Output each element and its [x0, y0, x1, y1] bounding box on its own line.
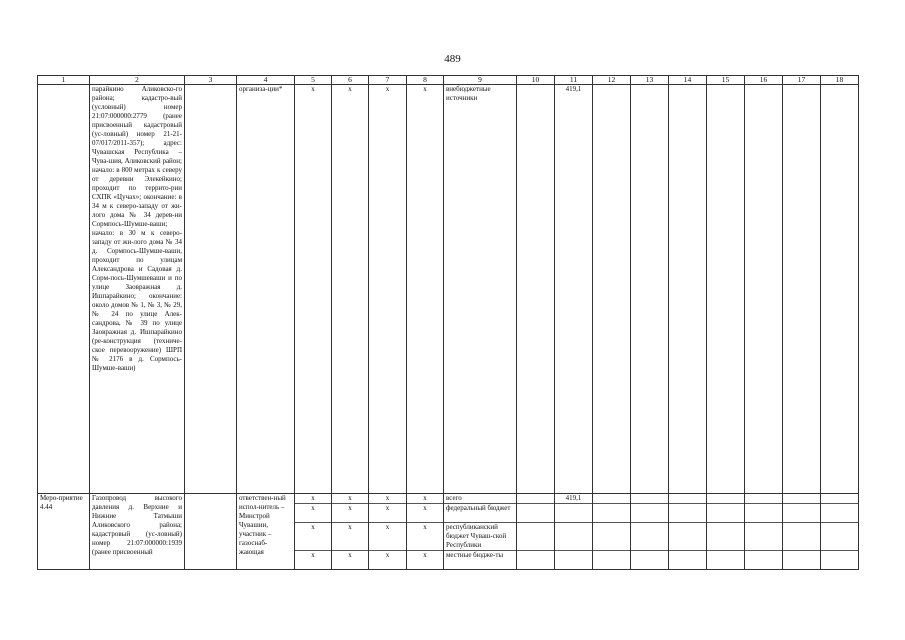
col-header: 17: [783, 76, 821, 85]
table-cell: [593, 551, 631, 570]
table-cell: [707, 85, 745, 494]
col-header: 13: [631, 76, 669, 85]
table-cell: [669, 494, 707, 504]
table-row: [38, 85, 859, 494]
col-header: 14: [669, 76, 707, 85]
table-cell: [669, 523, 707, 551]
table-cell: [821, 504, 859, 523]
col-header: 3: [185, 76, 237, 85]
amount-cell: 419,1: [555, 85, 593, 494]
table-cell: x: [369, 494, 407, 504]
table-cell: [745, 551, 783, 570]
col-header: 2: [90, 76, 185, 85]
page-number: 489: [444, 53, 461, 65]
table-cell: [669, 85, 707, 494]
table-cell: x: [332, 551, 369, 570]
table-cell: [669, 551, 707, 570]
table-cell: [821, 551, 859, 570]
col-header: 11: [555, 76, 593, 85]
amount-cell: [555, 551, 593, 570]
funding-source: всего: [444, 494, 517, 504]
table-cell: [821, 523, 859, 551]
table-cell: [821, 494, 859, 504]
table-cell: x: [369, 523, 407, 551]
table-cell: x: [295, 504, 332, 523]
col-header: 15: [707, 76, 745, 85]
col-header: 9: [444, 76, 517, 85]
col-header: 12: [593, 76, 631, 85]
table-cell: x: [407, 504, 444, 523]
funding-source: республиканский бюджет Чуваш-ской Республики: [444, 523, 517, 551]
table-cell: x: [407, 85, 444, 494]
table-cell: x: [295, 523, 332, 551]
table-cell: [745, 504, 783, 523]
table-cell: x: [295, 85, 332, 494]
table-cell: [517, 85, 555, 494]
table-cell: [783, 504, 821, 523]
table-cell: [38, 85, 90, 494]
table-cell: [593, 85, 631, 494]
col-header: 1: [38, 76, 90, 85]
table-row: [38, 494, 859, 504]
table-cell: x: [369, 504, 407, 523]
table-cell: [517, 551, 555, 570]
table-cell: x: [407, 523, 444, 551]
table-cell: [631, 85, 669, 494]
table-cell: x: [332, 523, 369, 551]
col-header: 6: [332, 76, 369, 85]
table-cell: [783, 494, 821, 504]
table-cell: x: [295, 494, 332, 504]
table-cell: [631, 504, 669, 523]
executor-cell: ответствен-ный испол-нитель – Минстрой Чувашии, участник – газоснаб-жающая: [237, 494, 295, 570]
table-cell: [631, 551, 669, 570]
table-cell: [185, 494, 237, 570]
table-cell: [707, 551, 745, 570]
table-cell: [517, 523, 555, 551]
col-header: 10: [517, 76, 555, 85]
table-cell: x: [332, 504, 369, 523]
table-cell: [745, 85, 783, 494]
table-cell: x: [332, 85, 369, 494]
col-header: 8: [407, 76, 444, 85]
amount-cell: 419,1: [555, 494, 593, 504]
funding-source: внебюджетные источники: [444, 85, 517, 494]
col-header: 7: [369, 76, 407, 85]
table-cell: [783, 523, 821, 551]
table-cell: [517, 494, 555, 504]
col-header: 18: [821, 76, 859, 85]
table-cell: [517, 504, 555, 523]
table-cell: x: [407, 494, 444, 504]
amount-cell: [555, 504, 593, 523]
table-cell: x: [295, 551, 332, 570]
table-cell: [821, 85, 859, 494]
table-cell: [707, 504, 745, 523]
table-cell: [745, 523, 783, 551]
measure-label: Меро-приятие 4.44: [38, 494, 90, 570]
table-cell: [593, 504, 631, 523]
column-number-row: [38, 76, 859, 85]
funding-source: местные бюдже-ты: [444, 551, 517, 570]
table-cell: [745, 494, 783, 504]
funding-source: федеральный бюджет: [444, 504, 517, 523]
col-header: 5: [295, 76, 332, 85]
table-cell: [631, 523, 669, 551]
object-description: парайкино Аликовско-го района; кадастро-вый (условный) номер 21:07:000000:2779 (ранее присвоенный кадастровый (ус-ловный) номер 21-21-07/017/2011-357); адрес: Чувашская Республика – Чува-шия, Аликовский район; начало: в 800 метрах к северу от деревни Элекейкино; проходит по террито-рии СХПК «Цучах»; окончание: в 34 м к северо-западу от жи-лого дома № 34 дерев-ни Сормпось-Шумше-ваши; начало: в 30 м к северо-западу от жи-лого дома № 34 д. Сормпось-Шумше-ваши, проходит по улицам Александрова и Садовая д. Сорм-пось-Шумшеваши и по улице Заовражная д. Ишпарайкино; окончание: около домов № 1, № 3, № 29, № 24 по улице Алек-сандрова, № 39 по улице Заовражная д. Ишпарайкино (ре-конструкция (техниче-ское перевооружение) ШРП № 2176 в д. Сормпось-Шумше-ваши): [90, 85, 185, 494]
table-cell: [707, 523, 745, 551]
table-cell: [669, 504, 707, 523]
table-cell: [185, 85, 237, 494]
table-cell: [783, 85, 821, 494]
object-description: Газопровод высокого давления д. Верхние и Нижние Татмыши Аликовского района; кадастровый (ус-ловный) номер 21:07:000000:1939 (ранее присвоенный: [90, 494, 185, 570]
executor-cell: организа-ции*: [237, 85, 295, 494]
col-header: 16: [745, 76, 783, 85]
table-cell: x: [369, 85, 407, 494]
table-cell: [593, 494, 631, 504]
table-cell: [631, 494, 669, 504]
table-cell: [783, 551, 821, 570]
table-cell: [707, 494, 745, 504]
table-cell: x: [332, 494, 369, 504]
col-header: 4: [237, 76, 295, 85]
table-cell: [593, 523, 631, 551]
program-table: [37, 75, 859, 570]
table-cell: x: [407, 551, 444, 570]
amount-cell: [555, 523, 593, 551]
table-cell: x: [369, 551, 407, 570]
